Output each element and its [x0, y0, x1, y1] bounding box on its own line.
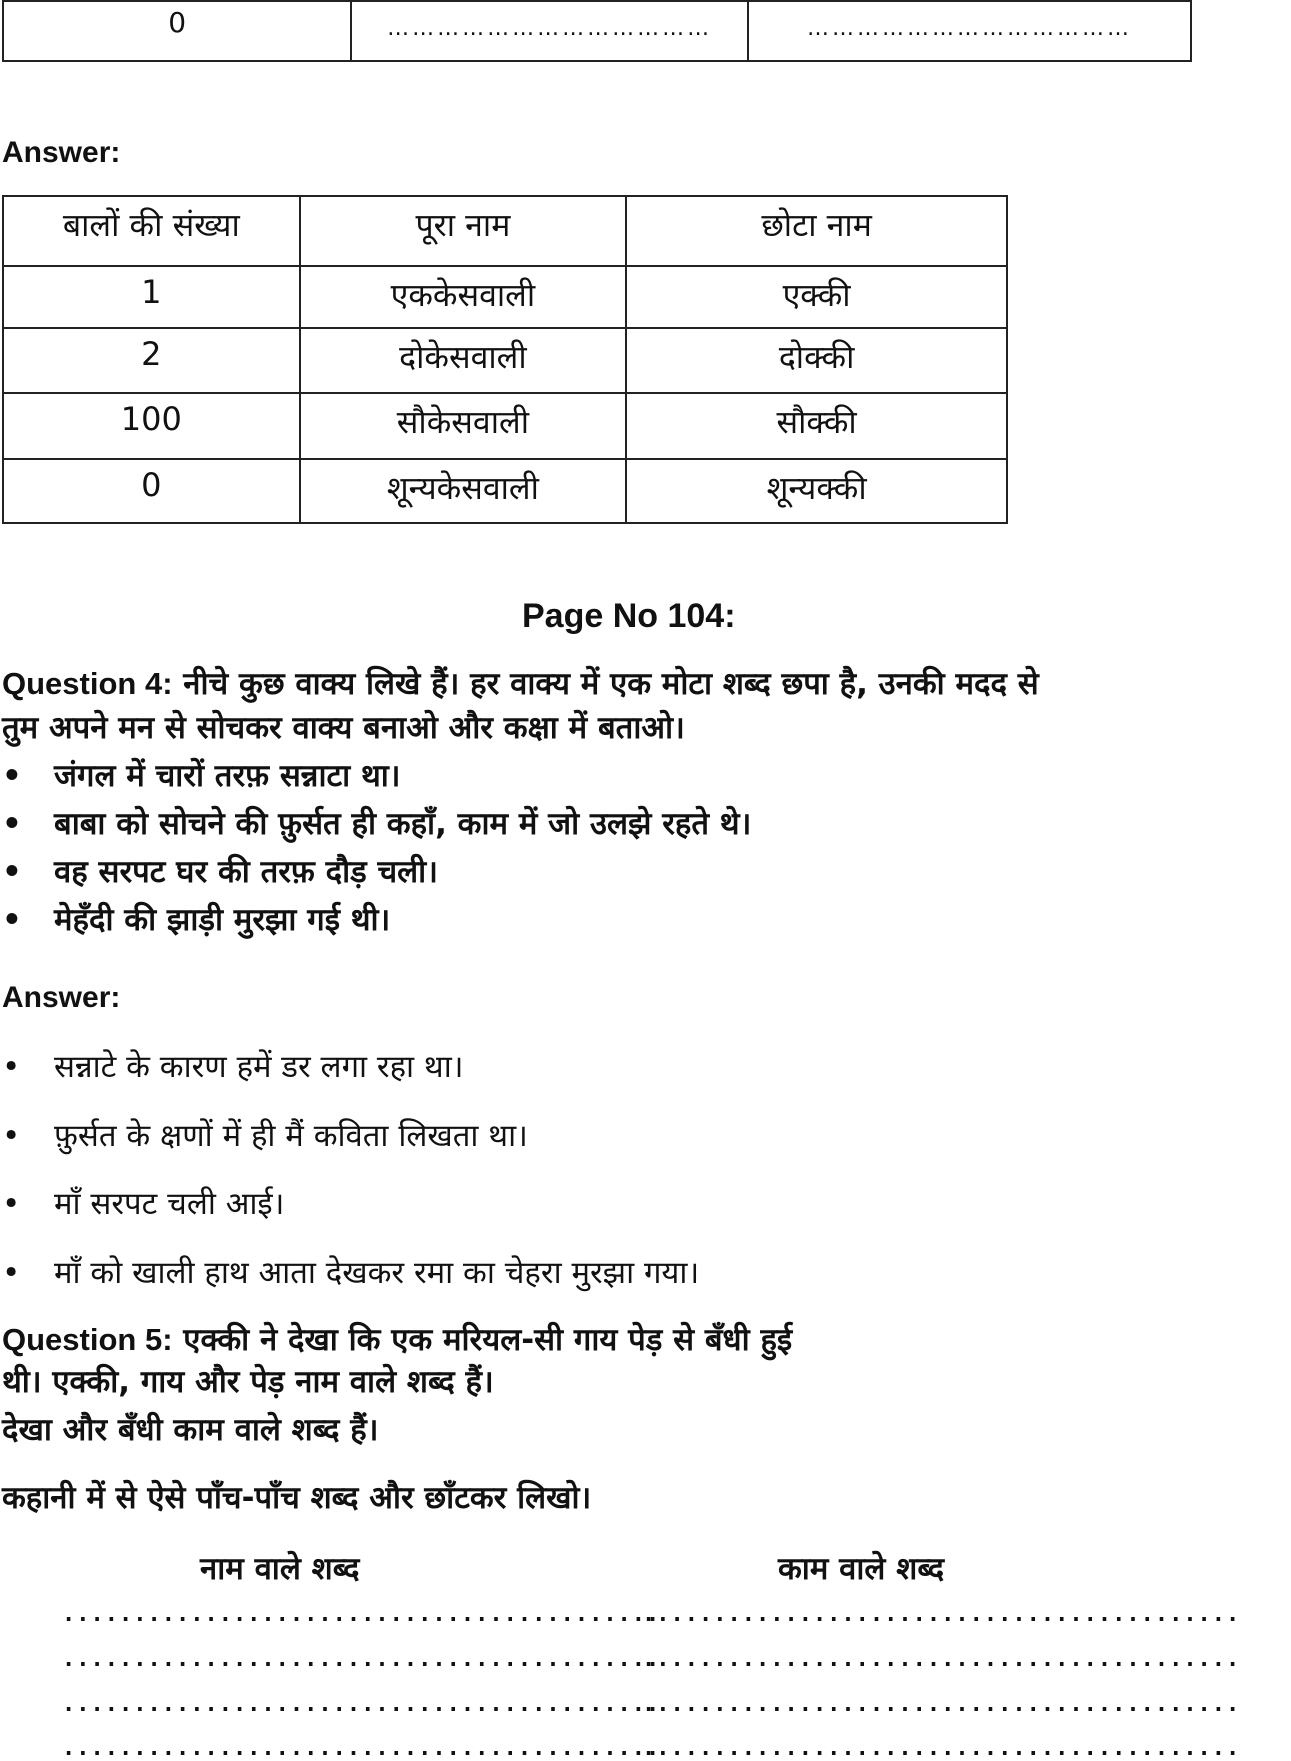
question-text: तुम अपने मन से सोचकर वाक्य बनाओ और कक्षा में बताओ। — [2, 710, 685, 746]
table-cell: 1 — [3, 266, 300, 328]
page-heading: Page No 104: — [522, 597, 736, 635]
blank-line: .......................................... — [62, 1602, 661, 1627]
answer-label: Answer: — [2, 981, 121, 1014]
blank-line: .......................................... — [642, 1692, 1241, 1717]
list-item-text: मेहँदी की झाड़ी मुरझा गई थी। — [54, 902, 391, 938]
list-item-text: माँ सरपट चली आई। — [54, 1186, 285, 1222]
blank-line: .......................................... — [62, 1692, 661, 1717]
table-cell: शून्यक्की — [626, 459, 1007, 523]
table-row — [3, 328, 1007, 393]
question-text: नीचे कुछ वाक्य लिखे हैं। हर वाक्य में एक मोटा शब्द छपा है, उनकी मदद से — [172, 666, 1039, 702]
answer-table — [2, 195, 1008, 524]
table-cell: दोक्की — [626, 328, 1007, 393]
top-partial-table — [2, 0, 1192, 62]
table-row — [3, 459, 1007, 523]
question-label: Question 5: — [2, 1322, 173, 1357]
question-text: थी। एक्की, गाय और पेड़ नाम वाले शब्द हैं। — [2, 1364, 494, 1400]
list-item: • जंगल में चारों तरफ़ सन्नाटा था। — [2, 758, 401, 794]
table-cell: 0 — [3, 459, 300, 523]
list-item: • वह सरपट घर की तरफ़ दौड़ चली। — [2, 854, 438, 890]
blank-line: .......................................... — [642, 1647, 1241, 1672]
table-header-cell: छोटा नाम — [626, 196, 1007, 266]
table-row — [3, 266, 1007, 328]
table-cell: 2 — [3, 328, 300, 393]
table-cell: ………………………………… — [748, 1, 1191, 61]
list-item-text: सन्नाटे के कारण हमें डर लगा रहा था। — [54, 1049, 464, 1085]
question-text: कहानी में से ऐसे पाँच-पाँच शब्द और छाँटकर लिखो। — [2, 1480, 592, 1516]
table-cell: शून्यकेसवाली — [300, 459, 627, 523]
table-header-cell: पूरा नाम — [300, 196, 627, 266]
list-item: • मेहँदी की झाड़ी मुरझा गई थी। — [2, 902, 391, 938]
table-cell: 0 — [3, 1, 351, 61]
table-header-cell: बालों की संख्या — [3, 196, 300, 266]
list-item-text: बाबा को सोचने की फ़ुर्सत ही कहाँ, काम में जो उलझे रहते थे। — [54, 806, 752, 842]
column-heading-left: नाम वाले शब्द — [200, 1551, 360, 1587]
column-heading-right: काम वाले शब्द — [778, 1551, 945, 1587]
table-cell: 100 — [3, 393, 300, 459]
question-label: Question 4: — [2, 666, 173, 701]
list-item-text: माँ को खाली हाथ आता देखकर रमा का चेहरा मुरझा गया। — [54, 1255, 700, 1291]
list-item-text: फ़ुर्सत के क्षणों में ही मैं कविता लिखता था। — [54, 1118, 528, 1154]
table-row — [3, 393, 1007, 459]
list-item: • माँ सरपट चली आई। — [2, 1186, 285, 1222]
table-cell: सौकेसवाली — [300, 393, 627, 459]
question-text: देखा और बँधी काम वाले शब्द हैं। — [2, 1412, 379, 1448]
table-header-row — [3, 196, 1007, 266]
blank-line: .......................................... — [642, 1736, 1241, 1761]
table-cell: दोकेसवाली — [300, 328, 627, 393]
question-text: एक्की ने देखा कि एक मरियल-सी गाय पेड़ से बँधी हुई — [172, 1322, 793, 1358]
list-item: • माँ को खाली हाथ आता देखकर रमा का चेहरा मुरझा गया। — [2, 1255, 700, 1291]
question-5 — [2, 1318, 792, 1362]
question-4 — [2, 662, 1291, 706]
list-item: • फ़ुर्सत के क्षणों में ही मैं कविता लिखता था। — [2, 1118, 528, 1154]
list-item-text: जंगल में चारों तरफ़ सन्नाटा था। — [54, 758, 401, 794]
list-item: • बाबा को सोचने की फ़ुर्सत ही कहाँ, काम में जो उलझे रहते थे। — [2, 806, 752, 842]
answer-label: Answer: — [2, 136, 121, 169]
table-cell: ………………………………… — [351, 1, 748, 61]
table-cell: सौक्की — [626, 393, 1007, 459]
blank-line: .......................................... — [642, 1602, 1241, 1627]
blank-line: .......................................... — [62, 1736, 661, 1761]
table-cell: एक्की — [626, 266, 1007, 328]
blank-line: .......................................... — [62, 1647, 661, 1672]
table-cell: एककेसवाली — [300, 266, 627, 328]
list-item-text: वह सरपट घर की तरफ़ दौड़ चली। — [54, 854, 438, 890]
table-row — [3, 1, 1191, 61]
list-item: • सन्नाटे के कारण हमें डर लगा रहा था। — [2, 1049, 464, 1085]
